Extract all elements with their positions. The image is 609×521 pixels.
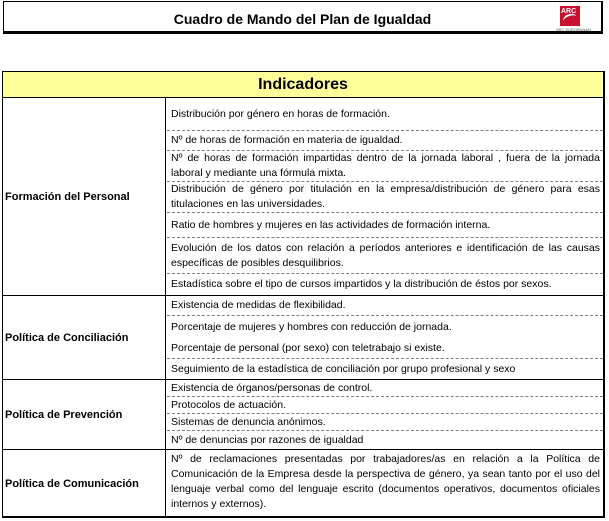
page-title: Cuadro de Mando del Plan de Igualdad	[173, 11, 432, 27]
indicator-item: Distribución por género en horas de formación.	[167, 98, 603, 131]
section-formacion	[3, 98, 603, 296]
section-label: Formación del Personal	[3, 98, 166, 295]
indicator-item: Nº de horas de formación en materia de igualdad.	[167, 131, 603, 151]
section-label: Política de Conciliación	[3, 296, 166, 379]
indicator-item: Estadística sobre el tipo de cursos impartidos y la distribución de éstos por sexos.	[171, 278, 552, 290]
indicator-list	[167, 450, 603, 517]
indicator-list	[167, 296, 603, 379]
indicator-list	[167, 98, 603, 295]
indicator-list	[167, 380, 603, 449]
indicator-item: Existencia de medidas de flexibilidad.	[167, 296, 603, 316]
section-label: Política de Comunicación	[3, 450, 166, 517]
indicator-item: Ratio de hombres y mujeres en las actividades de formación interna.	[167, 213, 603, 238]
indicator-item: Porcentaje de mujeres y hombres con reducción de jornada.	[171, 321, 452, 333]
indicator-item: Nº de reclamaciones presentadas por trabajadores/as en relación a la Política de Comunicación de la Empresa desde la perspectiva de género, ya sean tanto por el uso del lenguaje verbal como del lenguaje escrito (documentos operativos, documentos oficiales internos y externos).	[171, 453, 600, 510]
indicator-item: Seguimiento de la estadística de conciliación por grupo profesional y sexo	[171, 362, 516, 375]
indicator-item: Distribución de género por titulación en la empresa/distribución de género para esas titulaciones en las universidades.	[167, 182, 603, 213]
logo-text: ARC	[561, 8, 577, 15]
indicator-item: Nº de denuncias por razones de igualdad	[171, 433, 364, 446]
title-box	[3, 1, 603, 34]
indicator-item: Evolución de los datos con relación a períodos anteriores e identificación de las causas específicas de posibles desquilibrios.	[167, 238, 603, 274]
indicator-item: Protocolos de actuación.	[167, 397, 603, 414]
indicator-item: Existencia de órganos/personas de control.	[167, 380, 603, 397]
arc-logo-icon	[560, 6, 580, 26]
logo-caption: ARC EUROBANAN	[556, 27, 591, 32]
indicators-table	[2, 71, 605, 518]
section-prevencion	[3, 380, 603, 450]
indicator-item: Sistemas de denuncia anónimos.	[167, 414, 603, 431]
indicator-item: Nº de horas de formación impartidas dentro de la jornada laboral , fuera de la jornada laboral y mediante una fórmula mixta.	[167, 151, 603, 182]
indicator-item: Porcentaje de personal (por sexo) con teletrabajo si existe.	[167, 339, 603, 359]
section-comunicacion	[3, 450, 603, 517]
section-label: Política de Prevención	[3, 380, 166, 449]
section-conciliacion	[3, 296, 603, 380]
table-header: Indicadores	[3, 72, 603, 98]
